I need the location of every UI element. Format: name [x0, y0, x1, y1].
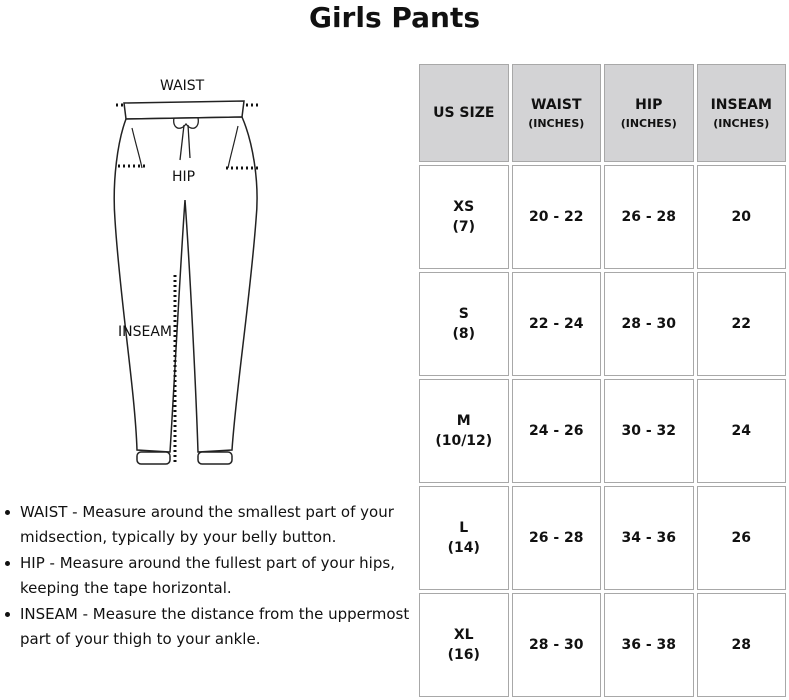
- page-title: Girls Pants: [308, 1, 481, 34]
- hip-cell: 26 - 28: [604, 165, 694, 269]
- size-chart-table: [416, 61, 789, 700]
- size-cell: [419, 593, 509, 697]
- table-row: [419, 272, 786, 376]
- header-label: US SIZE: [433, 105, 495, 121]
- inseam-cell: 26: [697, 486, 787, 590]
- header-unit: (INCHES): [620, 116, 677, 130]
- instruction-text: WAIST - Measure around the smallest part of your midsection, typically by your belly button.: [20, 503, 394, 546]
- size-name: S: [458, 306, 469, 322]
- instruction-inseam: [20, 602, 425, 652]
- table-row: [419, 165, 786, 269]
- header-us-size: [419, 64, 509, 162]
- hip-cell: 34 - 36: [604, 486, 694, 590]
- header-label: WAIST: [531, 96, 582, 113]
- bullet-dot: [5, 612, 10, 617]
- size-cell: [419, 272, 509, 376]
- size-number: (7): [452, 219, 476, 235]
- pants-outline: [114, 117, 257, 452]
- header-hip: [604, 64, 694, 162]
- header-label: INSEAM: [710, 96, 772, 113]
- waist-cell: 20 - 22: [512, 165, 602, 269]
- instruction-text: HIP - Measure around the fullest part of your hips, keeping the tape horizontal.: [20, 554, 395, 597]
- inseam-cell: 22: [697, 272, 787, 376]
- header-waist: [512, 64, 602, 162]
- inseam-cell: 24: [697, 379, 787, 483]
- header-label: HIP: [635, 96, 663, 113]
- pants-diagram: [100, 70, 280, 480]
- measurement-instructions: [0, 500, 425, 653]
- waist-cell: 26 - 28: [512, 486, 602, 590]
- bullet-dot: [5, 561, 10, 566]
- table-row: [419, 593, 786, 697]
- waistband: [124, 101, 244, 119]
- size-number: (10/12): [435, 433, 493, 449]
- size-number: (14): [447, 540, 480, 556]
- waist-label: WAIST: [160, 78, 205, 94]
- header-unit: (INCHES): [713, 116, 770, 130]
- size-name: L: [459, 520, 469, 536]
- size-cell: [419, 379, 509, 483]
- waist-cell: 24 - 26: [512, 379, 602, 483]
- hip-cell: 36 - 38: [604, 593, 694, 697]
- left-cuff: [137, 452, 170, 464]
- hip-cell: 28 - 30: [604, 272, 694, 376]
- size-cell: [419, 165, 509, 269]
- inseam-cell: 28: [697, 593, 787, 697]
- pants-illustration: [100, 70, 280, 480]
- hip-label: HIP: [172, 169, 196, 185]
- hip-cell: 30 - 32: [604, 379, 694, 483]
- inseam-label: INSEAM: [118, 324, 172, 340]
- table-row: [419, 379, 786, 483]
- table-row: [419, 486, 786, 590]
- header-unit: (INCHES): [528, 116, 585, 130]
- waist-cell: 28 - 30: [512, 593, 602, 697]
- size-cell: [419, 486, 509, 590]
- waist-cell: 22 - 24: [512, 272, 602, 376]
- instruction-waist: [20, 500, 425, 550]
- bullet-dot: [5, 510, 10, 515]
- inseam-cell: 20: [697, 165, 787, 269]
- right-cuff: [198, 452, 232, 464]
- table-header-row: [419, 64, 786, 162]
- header-inseam: [697, 64, 787, 162]
- size-number: (16): [447, 647, 480, 663]
- size-number: (8): [452, 326, 476, 342]
- instruction-text: INSEAM - Measure the distance from the uppermost part of your thigh to your ankle.: [20, 605, 410, 648]
- size-name: XL: [453, 627, 474, 643]
- size-name: XS: [453, 199, 475, 215]
- size-name: M: [456, 413, 471, 429]
- instruction-hip: [20, 551, 425, 601]
